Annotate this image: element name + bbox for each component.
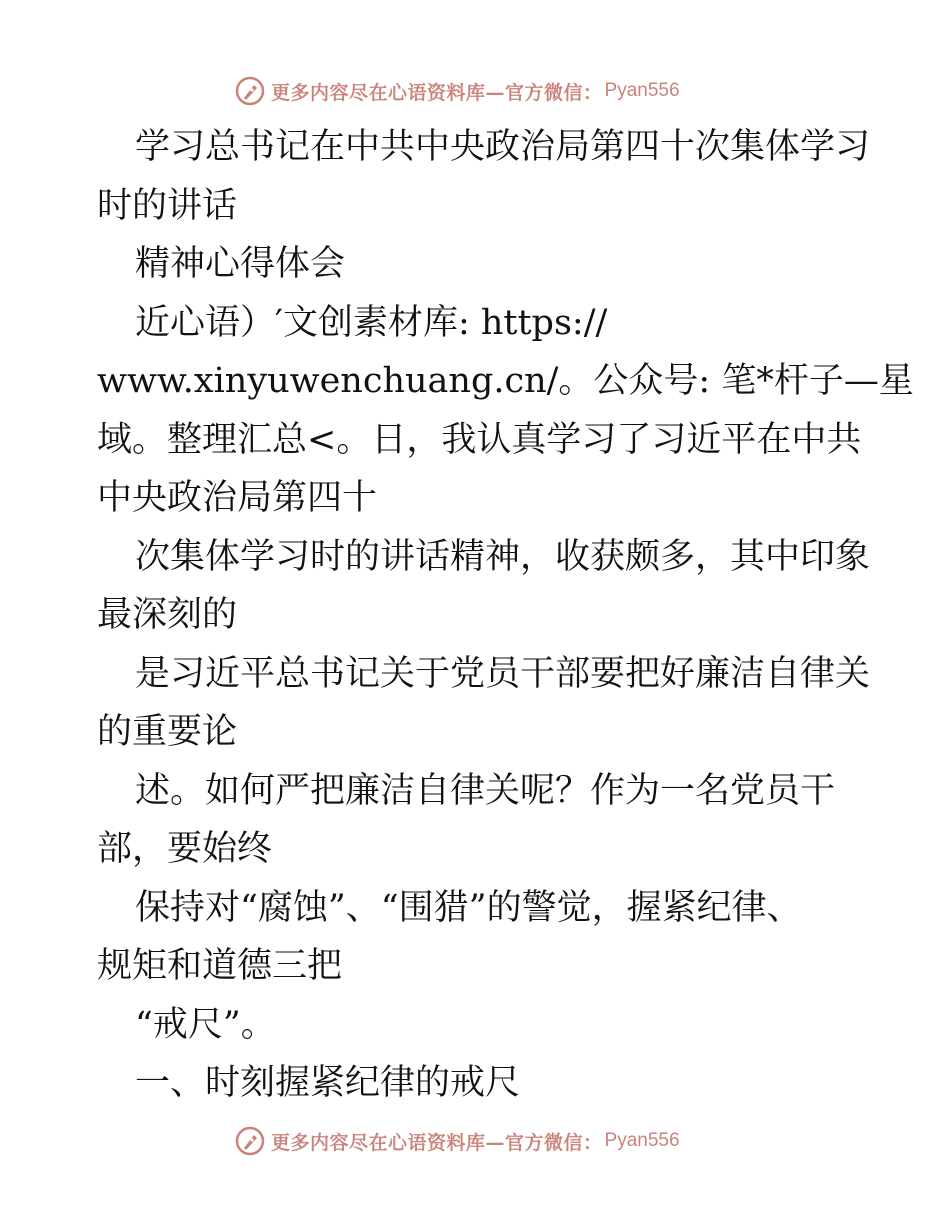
text-line-11: 的重要论: [97, 712, 238, 752]
text-line-7: 中央政治局第四十: [97, 478, 378, 518]
header-watermark: [235, 74, 680, 108]
text-line-5: www.xinyuwenchuang.cn/。公众号: 笔*杆子—星: [97, 361, 914, 401]
watermark-brand-text: 更多内容尽在心语资料库—官方微信：: [271, 81, 603, 104]
watermark-wechat-id: Pyan556: [604, 80, 680, 101]
pen-nib-logo-icon: [235, 1126, 265, 1156]
document-body: [97, 118, 914, 1113]
text-line-15: 规矩和道德三把: [97, 946, 343, 986]
text-line-3: 精神心得体会: [135, 244, 346, 284]
text-line-10: 是习近平总书记关于党员干部要把好廉洁自律关: [135, 653, 871, 694]
pen-nib-logo-icon: [235, 76, 265, 106]
text-line-16: “戒尺”。: [135, 1004, 276, 1045]
text-line-9: 最深刻的: [97, 595, 238, 635]
text-line-4: 近心语）′文创素材库: https://: [135, 302, 608, 343]
watermark-brand-text: 更多内容尽在心语资料库—官方微信：: [271, 1131, 603, 1154]
watermark-wechat-id: Pyan556: [604, 1130, 680, 1151]
text-line-8: 次集体学习时的讲话精神，收获颇多，其中印象: [135, 536, 871, 577]
footer-watermark: [235, 1124, 680, 1158]
text-line-6: 域。整理汇总<。日，我认真学习了习近平在中共: [97, 419, 862, 460]
text-line-12: 述。如何严把廉洁自律关呢？作为一名党员干: [135, 770, 836, 811]
text-line-13: 部，要始终: [97, 829, 273, 869]
text-line-14: 保持对“腐蚀”、“围猎”的警觉，握紧纪律、: [135, 887, 802, 928]
text-line-2: 时的讲话: [97, 185, 238, 226]
text-line-1: 学习总书记在中共中央政治局第四十次集体学习: [135, 127, 871, 167]
section-heading-1: 一、时刻握紧纪律的戒尺: [135, 1063, 521, 1103]
